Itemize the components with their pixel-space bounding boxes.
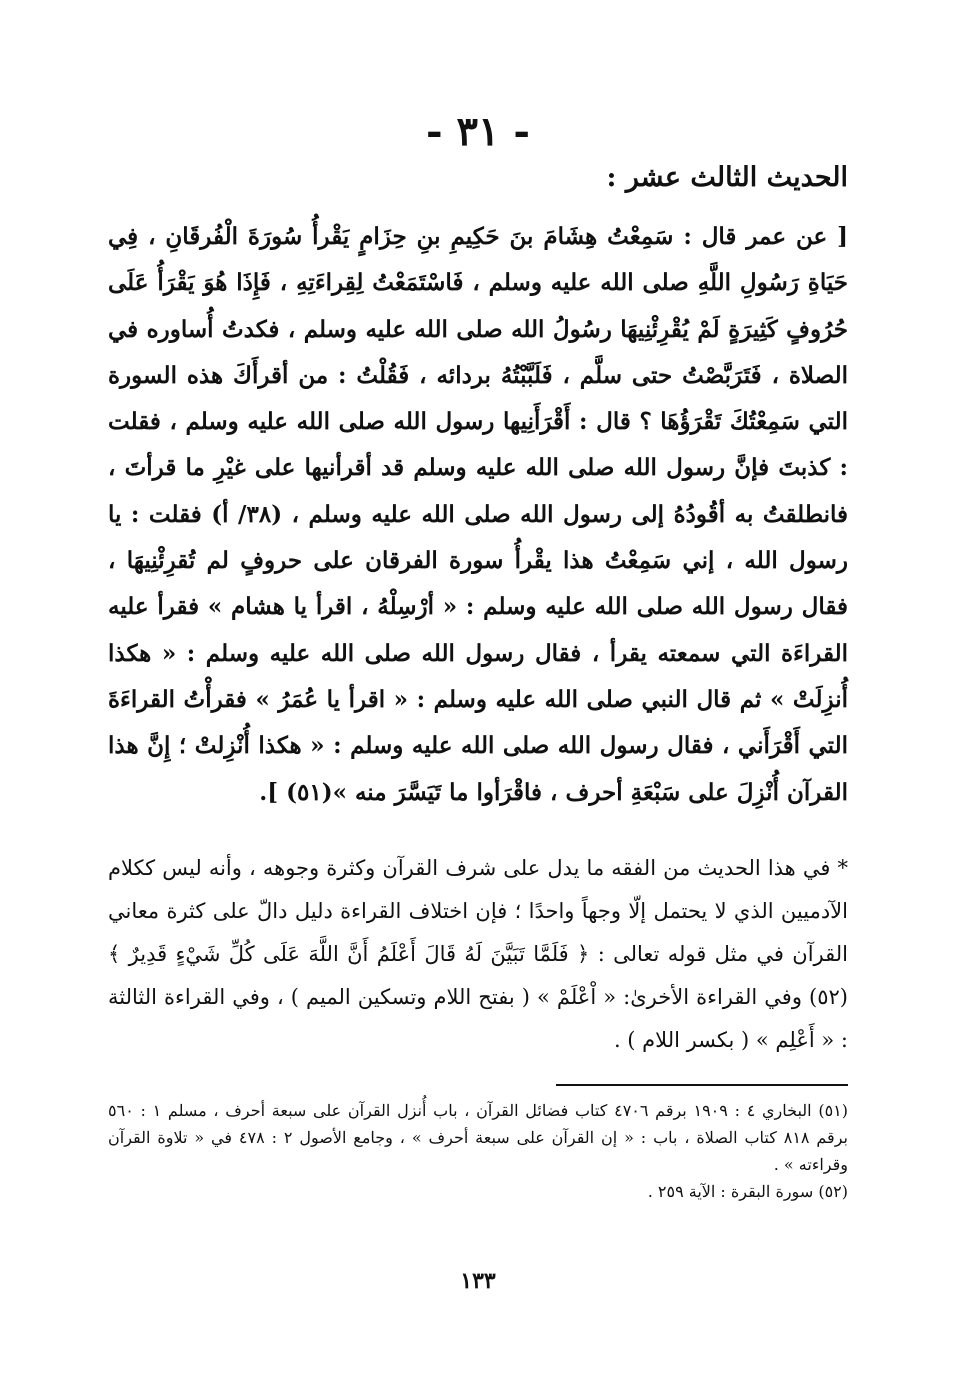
bottom-page-number: ١٣٣ xyxy=(460,1268,496,1294)
commentary-text: * في هذا الحديث من الفقه ما يدل على شرف القرآن وكثرة وجوهه ، وأنه ليس ككلام الآدميين الذي لا يحتمل إلّا وجهاً واحدًا ؛ فإن اختلاف القراءة دليل دالّ على كثرة معاني القرآن في مثل قوله تعالى : ﴿ فَلَمَّا تَبَيَّنَ لَهُ قَالَ أَعْلَمُ أَنَّ اللَّهَ عَلَى كُلِّ شَيْءٍ قَدِيرٌ ﴾(٥٢) وفي القراءة الأخرىٰ: « اْعْلَمْ » ( بفتح اللام وتسكين الميم ) ، وفي القراءة الثالثة : « أَعْلِم » ( بكسر اللام ) . xyxy=(108,856,848,1052)
footnote-51: (٥١) البخاري ٤ : ١٩٠٩ برقم ٤٧٠٦ كتاب فضائل القرآن ، باب أُنزل القرآن على سبعة أحرف ، مسلم ١ : ٥٦٠ برقم ٨١٨ كتاب الصلاة ، باب : « إن القرآن على سبعة أحرف » ، وجامع الأصول ٢ : ٤٧٨ في « تلاوة القرآن وقراءته » . xyxy=(108,1101,848,1174)
top-page-number: - ٣١ - xyxy=(425,108,531,155)
section-heading: الحديث الثالث عشر : xyxy=(606,162,848,193)
footnotes xyxy=(108,1097,848,1205)
hadith-text: [ عن عمر قال : سَمِعْتُ هِشَامَ بنَ حَكِيمِ بنِ حِزَامٍ يَقْرأُ سُورَةَ الْفُرقَانِ ، فِي حَيَاةِ رَسُولِ اللَّهِ صلى الله عليه وسلم ، فَاسْتَمَعْتُ لِقِراءَتِهِ ، فَإِذَا هُوَ يَقْرَأُ عَلَى حُرُوفٍ كَثِيرَةٍ لَمْ يُقْرِئْنِيهَا رسُولُ الله صلى الله عليه وسلم ، فكدتُ أُساوره في الصلاة ، فَتَرَبَّصْتُ حتى سلَّم ، فَلَبَّبْتُهُ بردائه ، فَقُلْتُ : من أقرأَكَ هذه السورة التي سَمِعْتُكَ تَقْرَؤُهَا ؟ قال : أَقْرَأَنِيها رسول الله صلى الله عليه وسلم ، فقلت : كذبتَ فإنَّ رسول الله صلى الله عليه وسلم قد أقرأنيها على غيْرِ ما قرأتَ ، فانطلقتُ به أقُودُهُ إلى رسول الله صلى الله عليه وسلم ، (٣٨/ أ) فقلت : يا رسول الله ، إني سَمِعْتُ هذا يقْرأُ سورة الفرقان على حروفٍ لم تُقرِئْنِيهَا ، فقال رسول الله صلى الله عليه وسلم : « أرْسِلْهُ ، اقرأ يا هشام » فقرأ عليه القراءَة التي سمعته يقرأ ، فقال رسول الله صلى الله عليه وسلم : « هكذا أُنزِلَتْ » ثم قال النبي صلى الله عليه وسلم : « اقرأ يا عُمَرُ » فقرأْتُ القراءَةَ التي أَقْرَأَني ، فقال رسول الله صلى الله عليه وسلم : « هكذا أُنْزِلتْ ؛ إِنَّ هذا القرآن أُنْزِلَ على سَبْعَةِ أحرف ، فاقْرَأوا ما تَيَسَّرَ منه »(٥١) ]. xyxy=(108,223,848,806)
footnote-52: (٥٢) سورة البقرة : الآية ٢٥٩ . xyxy=(647,1182,848,1201)
footnote-divider xyxy=(556,1084,848,1086)
